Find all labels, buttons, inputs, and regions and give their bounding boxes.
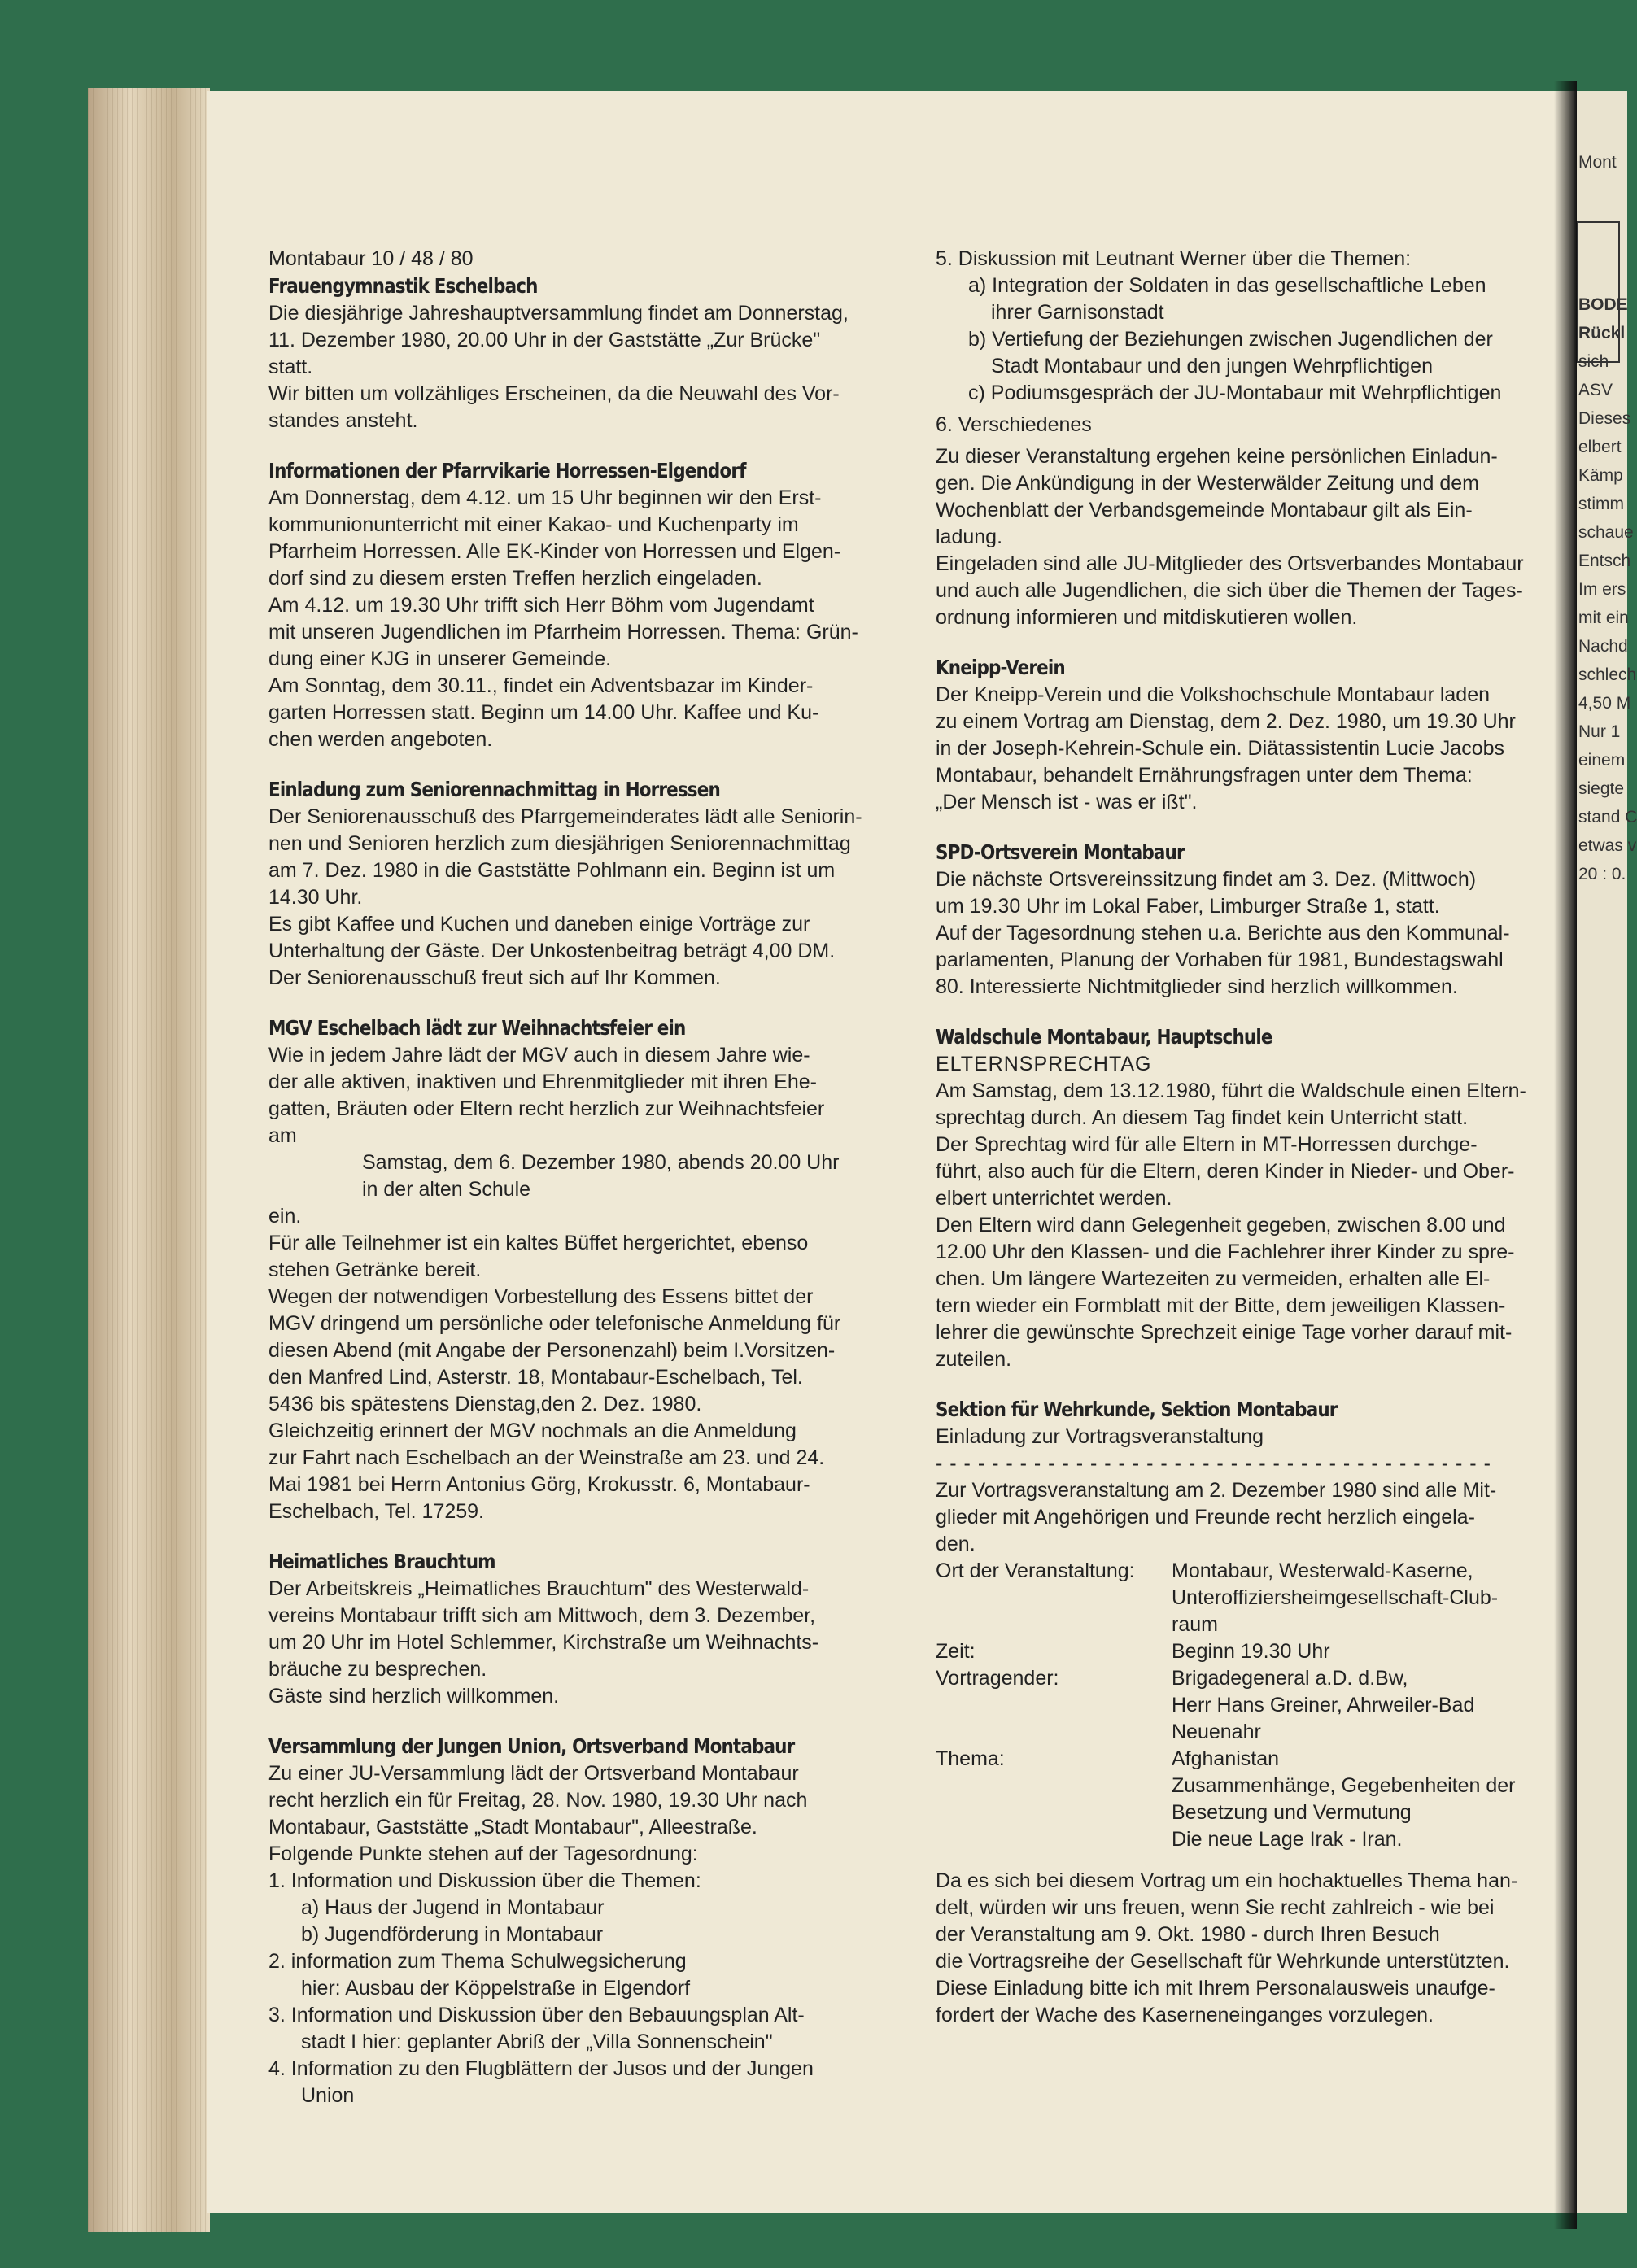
section-wehrkunde [936,1396,1566,2029]
agenda-item: 3. Information und Diskussion über den Bebauungsplan Alt- [268,2004,805,2026]
text-line: Am Samstag, dem 13.12.1980, führt die Waldschule einen Eltern- [936,1079,1526,1102]
text-line: am [268,1124,297,1147]
text-line: chen werden angeboten. [268,728,493,751]
text-line: Wie in jedem Jahre lädt der MGV auch in diesem Jahre wie- [268,1044,810,1066]
text-line: Eingeladen sind alle JU-Mitglieder des Ortsverbandes Montabaur [936,552,1524,575]
page-gutter-shadow [1554,81,1577,2229]
field-value: Unteroffiziersheimgesellschaft-Club- [1172,1586,1499,1609]
field-value: Die neue Lage Irak - Iran. [1172,1828,1403,1851]
agenda-item: 1. Information und Diskussion über die Themen: [268,1869,701,1892]
text-line: den. [936,1533,976,1555]
text-line: vereins Montabaur trifft sich am Mittwoch, dem 3. Dezember, [268,1604,816,1627]
section-waldschule [936,1023,1566,1373]
text-line: Auf der Tagesordnung stehen u.a. Berichte aus den Kommunal- [936,922,1510,944]
text-line: Pfarrheim Horressen. Alle EK-Kinder von Horressen und Elgen- [268,540,841,563]
text-line: tern wieder ein Formblatt mit der Bitte, dem jeweiligen Klassen- [936,1294,1506,1317]
text-line: recht herzlich ein für Freitag, 28. Nov. 1980, 19.30 Uhr nach [268,1789,808,1812]
section-title: Sektion für Wehrkunde, Sektion Montabaur [936,1398,1338,1421]
section-frauengymnastik [268,273,899,434]
text-line: 11. Dezember 1980, 20.00 Uhr in der Gaststätte „Zur Brücke" [268,329,821,351]
text-line: den Manfred Lind, Asterstr. 18, Montabaur-Eschelbach, Tel. [268,1366,803,1389]
text-line: gatten, Bräuten oder Eltern recht herzlich zur Weihnachtsfeier [268,1097,825,1120]
text-line: nen und Senioren herzlich zum diesjährigen Seniorennachmittag [268,832,851,855]
field-label: Ort der Veranstaltung: [936,1559,1135,1582]
text-line: am 7. Dez. 1980 in die Gaststätte Pohlmann ein. Beginn ist um [268,859,836,882]
text-line: Am Sonntag, dem 30.11., findet ein Adventsbazar im Kinder- [268,674,814,697]
section-title: Waldschule Montabaur, Hauptschule [936,1025,1272,1049]
text-line: Für alle Teilnehmer ist ein kaltes Büffet hergerichtet, ebenso [268,1232,809,1254]
section-title: Kneipp-Verein [936,656,1065,679]
text-line: in der Joseph-Kehrein-Schule ein. Diätassistentin Lucie Jacobs [936,737,1504,760]
text-line: Am Donnerstag, dem 4.12. um 15 Uhr beginnen wir den Erst- [268,486,822,509]
text-line: Zur Vortragsveranstaltung am 2. Dezember 1980 sind alle Mit- [936,1479,1497,1502]
text-line: mit unseren Jugendlichen im Pfarrheim Horressen. Thema: Grün- [268,621,858,643]
page-header: Montabaur 10 / 48 / 80 [268,247,474,270]
text-line: sprechtag durch. An diesem Tag findet kein Unterricht statt. [936,1106,1469,1129]
left-column [268,246,899,2132]
section-junge-union-continued [936,246,1566,631]
text-line: Diese Einladung bitte ich mit Ihrem Personalausweis unaufge- [936,1977,1495,2000]
agenda-subitem: a) Haus der Jugend in Montabaur [301,1896,605,1919]
text-line: MGV dringend um persönliche oder telefonische Anmeldung für [268,1312,841,1335]
text-line: parlamenten, Planung der Vorhaben für 1981, Bundestagswahl [936,949,1504,971]
field-value: Neuenahr [1172,1721,1261,1743]
text-line: Der Kneipp-Verein und die Volkshochschule Montabaur laden [936,683,1491,706]
agenda-item: 4. Information zu den Flugblättern der Jusos und der Jungen [268,2057,814,2080]
text-line: gen. Die Ankündigung in der Westerwälder Zeitung und dem [936,472,1480,495]
text-line: chen. Um längere Wartezeiten zu vermeiden, erhalten alle El- [936,1267,1491,1290]
dashed-divider: - - - - - - - - - - - - - - - - - - - - - - - - - - - - - - - - - - - - - - - - [936,1452,1491,1475]
text-line: Den Eltern wird dann Gelegenheit gegeben, zwischen 8.00 und [936,1214,1506,1236]
agenda-item-cont: Union [301,2084,355,2107]
section-pfarrvikarie [268,457,899,753]
text-line: diesen Abend (mit Angabe der Personenzahl) beim I.Vorsitzen- [268,1339,836,1362]
right-column [936,246,1566,2052]
text-line: führt, also auch für die Eltern, deren Kinder in Nieder- und Ober- [936,1160,1515,1183]
agenda-subitem: b) Jugendförderung in Montabaur [301,1923,604,1946]
section-title: Informationen der Pfarrvikarie Horressen-Elgendorf [268,459,746,482]
text-line: Wochenblatt der Verbandsgemeinde Montabaur gilt als Ein- [936,499,1473,521]
document-page [207,91,1574,2213]
text-line: Gäste sind herzlich willkommen. [268,1685,560,1708]
text-line: ordnung informieren und mitdiskutieren wollen. [936,606,1358,629]
text-line: und auch alle Jugendlichen, die sich über die Themen der Tages- [936,579,1523,602]
text-line: Zu dieser Veranstaltung ergehen keine persönlichen Einladun- [936,445,1498,468]
section-spd-ortsverein [936,839,1566,1001]
field-value: Brigadegeneral a.D. d.Bw, [1172,1667,1408,1690]
section-junge-union [268,1733,899,2109]
text-line: stehen Getränke bereit. [268,1258,482,1281]
text-line: zuteilen. [936,1348,1012,1371]
text-line: zu einem Vortrag am Dienstag, dem 2. Dez. 1980, um 19.30 Uhr [936,710,1516,733]
text-line: 12.00 Uhr den Klassen- und die Fachlehrer ihrer Kinder zu spre- [936,1241,1515,1263]
text-line: um 20 Uhr im Hotel Schlemmer, Kirchstraße um Weihnachts- [268,1631,819,1654]
event-location-row [936,1558,1566,1638]
field-value: Herr Hans Greiner, Ahrweiler-Bad [1172,1694,1475,1716]
agenda-item-cont: hier: Ausbau der Köppelstraße in Elgendorf [301,1977,691,2000]
agenda-subitem: b) Vertiefung der Beziehungen zwischen Jugendlichen der [968,328,1493,351]
text-line: 5436 bis spätestens Dienstag,den 2. Dez. 1980. [268,1393,702,1415]
text-line: Am 4.12. um 19.30 Uhr trifft sich Herr Böhm vom Jugendamt [268,594,814,617]
text-line: um 19.30 Uhr im Lokal Faber, Limburger Straße 1, statt. [936,895,1440,918]
text-line: Da es sich bei diesem Vortrag um ein hochaktuelles Thema han- [936,1869,1518,1892]
field-value: Zusammenhänge, Gegebenheiten der [1172,1774,1516,1797]
text-line: garten Horressen statt. Beginn um 14.00 Uhr. Kaffee und Ku- [268,701,819,724]
field-value: Afghanistan [1172,1747,1280,1770]
text-line: Montabaur, behandelt Ernährungsfragen unter dem Thema: [936,764,1473,787]
section-title: Einladung zum Seniorennachmittag in Horressen [268,778,720,801]
event-topic-row [936,1746,1566,1853]
agenda-subitem: a) Integration der Soldaten in das gesellschaftliche Leben [968,274,1486,297]
text-line: dung einer KJG in unserer Gemeinde. [268,648,612,670]
agenda-item: 6. Verschiedenes [936,413,1092,436]
text-line: glieder mit Angehörigen und Freunde recht herzlich eingela- [936,1506,1475,1529]
section-mgv-weihnachtsfeier [268,1014,899,1525]
agenda-item: 2. information zum Thema Schulwegsicherung [268,1950,687,1973]
section-seniorennachmittag [268,776,899,992]
text-line: 14.30 Uhr. [268,886,363,909]
text-line: standes ansteht. [268,409,418,432]
section-title: Heimatliches Brauchtum [268,1550,495,1573]
section-subtitle: ELTERNSPRECHTAG [936,1053,1152,1075]
adjacent-page-text: Mont BODE Rückl sich ASV Dieses elbert Kämp stimm schaue Entsch Im ers mit ein Nachd schlech 4,50 M Nur 1 einem siegte stand C etwas v 20 : 0. [1578,153,1637,883]
section-heimatliches-brauchtum [268,1548,899,1710]
text-line: lehrer die gewünschte Sprechzeit einige Tage vorher darauf mit- [936,1321,1513,1344]
section-title: Frauengymnastik Eschelbach [268,274,538,298]
field-value: Besetzung und Vermutung [1172,1801,1412,1824]
agenda-subitem-cont: ihrer Garnisonstadt [991,301,1164,324]
field-label: Vortragender: [936,1667,1059,1690]
text-line: elbert unterrichtet werden. [936,1187,1172,1210]
agenda-subitem: c) Podiumsgespräch der JU-Montabaur mit Wehrpflichtigen [968,382,1502,404]
text-line: bräuche zu besprechen. [268,1658,487,1681]
text-line: Der Seniorenausschuß freut sich auf Ihr Kommen. [268,966,721,989]
text-line: 80. Interessierte Nichtmitglieder sind herzlich willkommen. [936,975,1458,998]
text-line: Eschelbach, Tel. 17259. [268,1500,485,1523]
text-line: Gleichzeitig erinnert der MGV nochmals an die Anmeldung [268,1420,797,1442]
text-line: Der Arbeitskreis „Heimatliches Brauchtum" des Westerwald- [268,1577,810,1600]
agenda-item: 5. Diskussion mit Leutnant Werner über die Themen: [936,247,1412,270]
text-line: Die nächste Ortsvereinssitzung findet am 3. Dez. (Mittwoch) [936,868,1477,891]
section-kneipp-verein [936,654,1566,816]
agenda-subitem-cont: Stadt Montabaur und den jungen Wehrpflichtigen [991,355,1433,377]
field-value: raum [1172,1613,1218,1636]
field-label: Zeit: [936,1640,976,1663]
event-speaker-row [936,1665,1566,1746]
text-line: kommunionunterricht mit einer Kakao- und Kuchenparty im [268,513,799,536]
field-value: Beginn 19.30 Uhr [1172,1640,1330,1663]
text-line: der Veranstaltung am 9. Okt. 1980 - durch Ihren Besuch [936,1923,1440,1946]
text-line: die Vortragsreihe der Gesellschaft für Wehrkunde unterstützten. [936,1950,1510,1973]
text-line: Montabaur, Gaststätte „Stadt Montabaur", Alleestraße. [268,1816,757,1838]
adjacent-page-edge [1574,91,1637,2213]
text-line: Der Seniorenausschuß des Pfarrgemeinderates lädt alle Seniorin- [268,805,862,828]
text-line: Wir bitten um vollzähliges Erscheinen, da die Neuwahl des Vor- [268,382,840,405]
book-binding [88,88,210,2232]
text-line: Unterhaltung der Gäste. Der Unkostenbeitrag beträgt 4,00 DM. [268,940,836,962]
text-line: Der Sprechtag wird für alle Eltern in MT-Horressen durchge- [936,1133,1478,1156]
text-line: Die diesjährige Jahreshauptversammlung findet am Donnerstag, [268,302,849,325]
text-line: ladung. [936,526,1003,548]
text-line: ein. [268,1205,302,1228]
section-title: SPD-Ortsverein Montabaur [936,840,1185,864]
text-line: zur Fahrt nach Eschelbach an der Weinstraße am 23. und 24. [268,1446,825,1469]
text-line: Folgende Punkte stehen auf der Tagesordnung: [268,1843,698,1865]
text-line: „Der Mensch ist - was er ißt". [936,791,1198,813]
agenda-item-cont: stadt I hier: geplanter Abriß der „Villa Sonnenschein" [301,2030,773,2053]
text-line: der alle aktiven, inaktiven und Ehrenmitglieder mit ihren Ehe- [268,1071,817,1093]
text-line: fordert der Wache des Kaserneneinganges vorzulegen. [936,2004,1434,2026]
event-place-line: in der alten Schule [362,1178,531,1201]
text-line: Wegen der notwendigen Vorbestellung des Essens bittet der [268,1285,814,1308]
text-line: Zu einer JU-Versammlung lädt der Ortsverband Montabaur [268,1762,799,1785]
section-title: Versammlung der Jungen Union, Ortsverband Montabaur [268,1734,795,1758]
text-line: Mai 1981 bei Herrn Antonius Görg, Krokusstr. 6, Montabaur- [268,1473,810,1496]
section-subtitle: Einladung zur Vortragsveranstaltung [936,1425,1264,1448]
text-line: Es gibt Kaffee und Kuchen und daneben einige Vorträge zur [268,913,810,936]
event-date-line: Samstag, dem 6. Dezember 1980, abends 20.00 Uhr [362,1151,840,1174]
field-label: Thema: [936,1747,1005,1770]
text-line: statt. [268,355,313,378]
field-value: Montabaur, Westerwald-Kaserne, [1172,1559,1473,1582]
section-title: MGV Eschelbach lädt zur Weihnachtsfeier ein [268,1016,686,1040]
text-line: delt, würden wir uns freuen, wenn Sie recht zahlreich - wie bei [936,1896,1495,1919]
event-time-row [936,1638,1566,1665]
text-line: dorf sind zu diesem ersten Treffen herzlich eingeladen. [268,567,762,590]
